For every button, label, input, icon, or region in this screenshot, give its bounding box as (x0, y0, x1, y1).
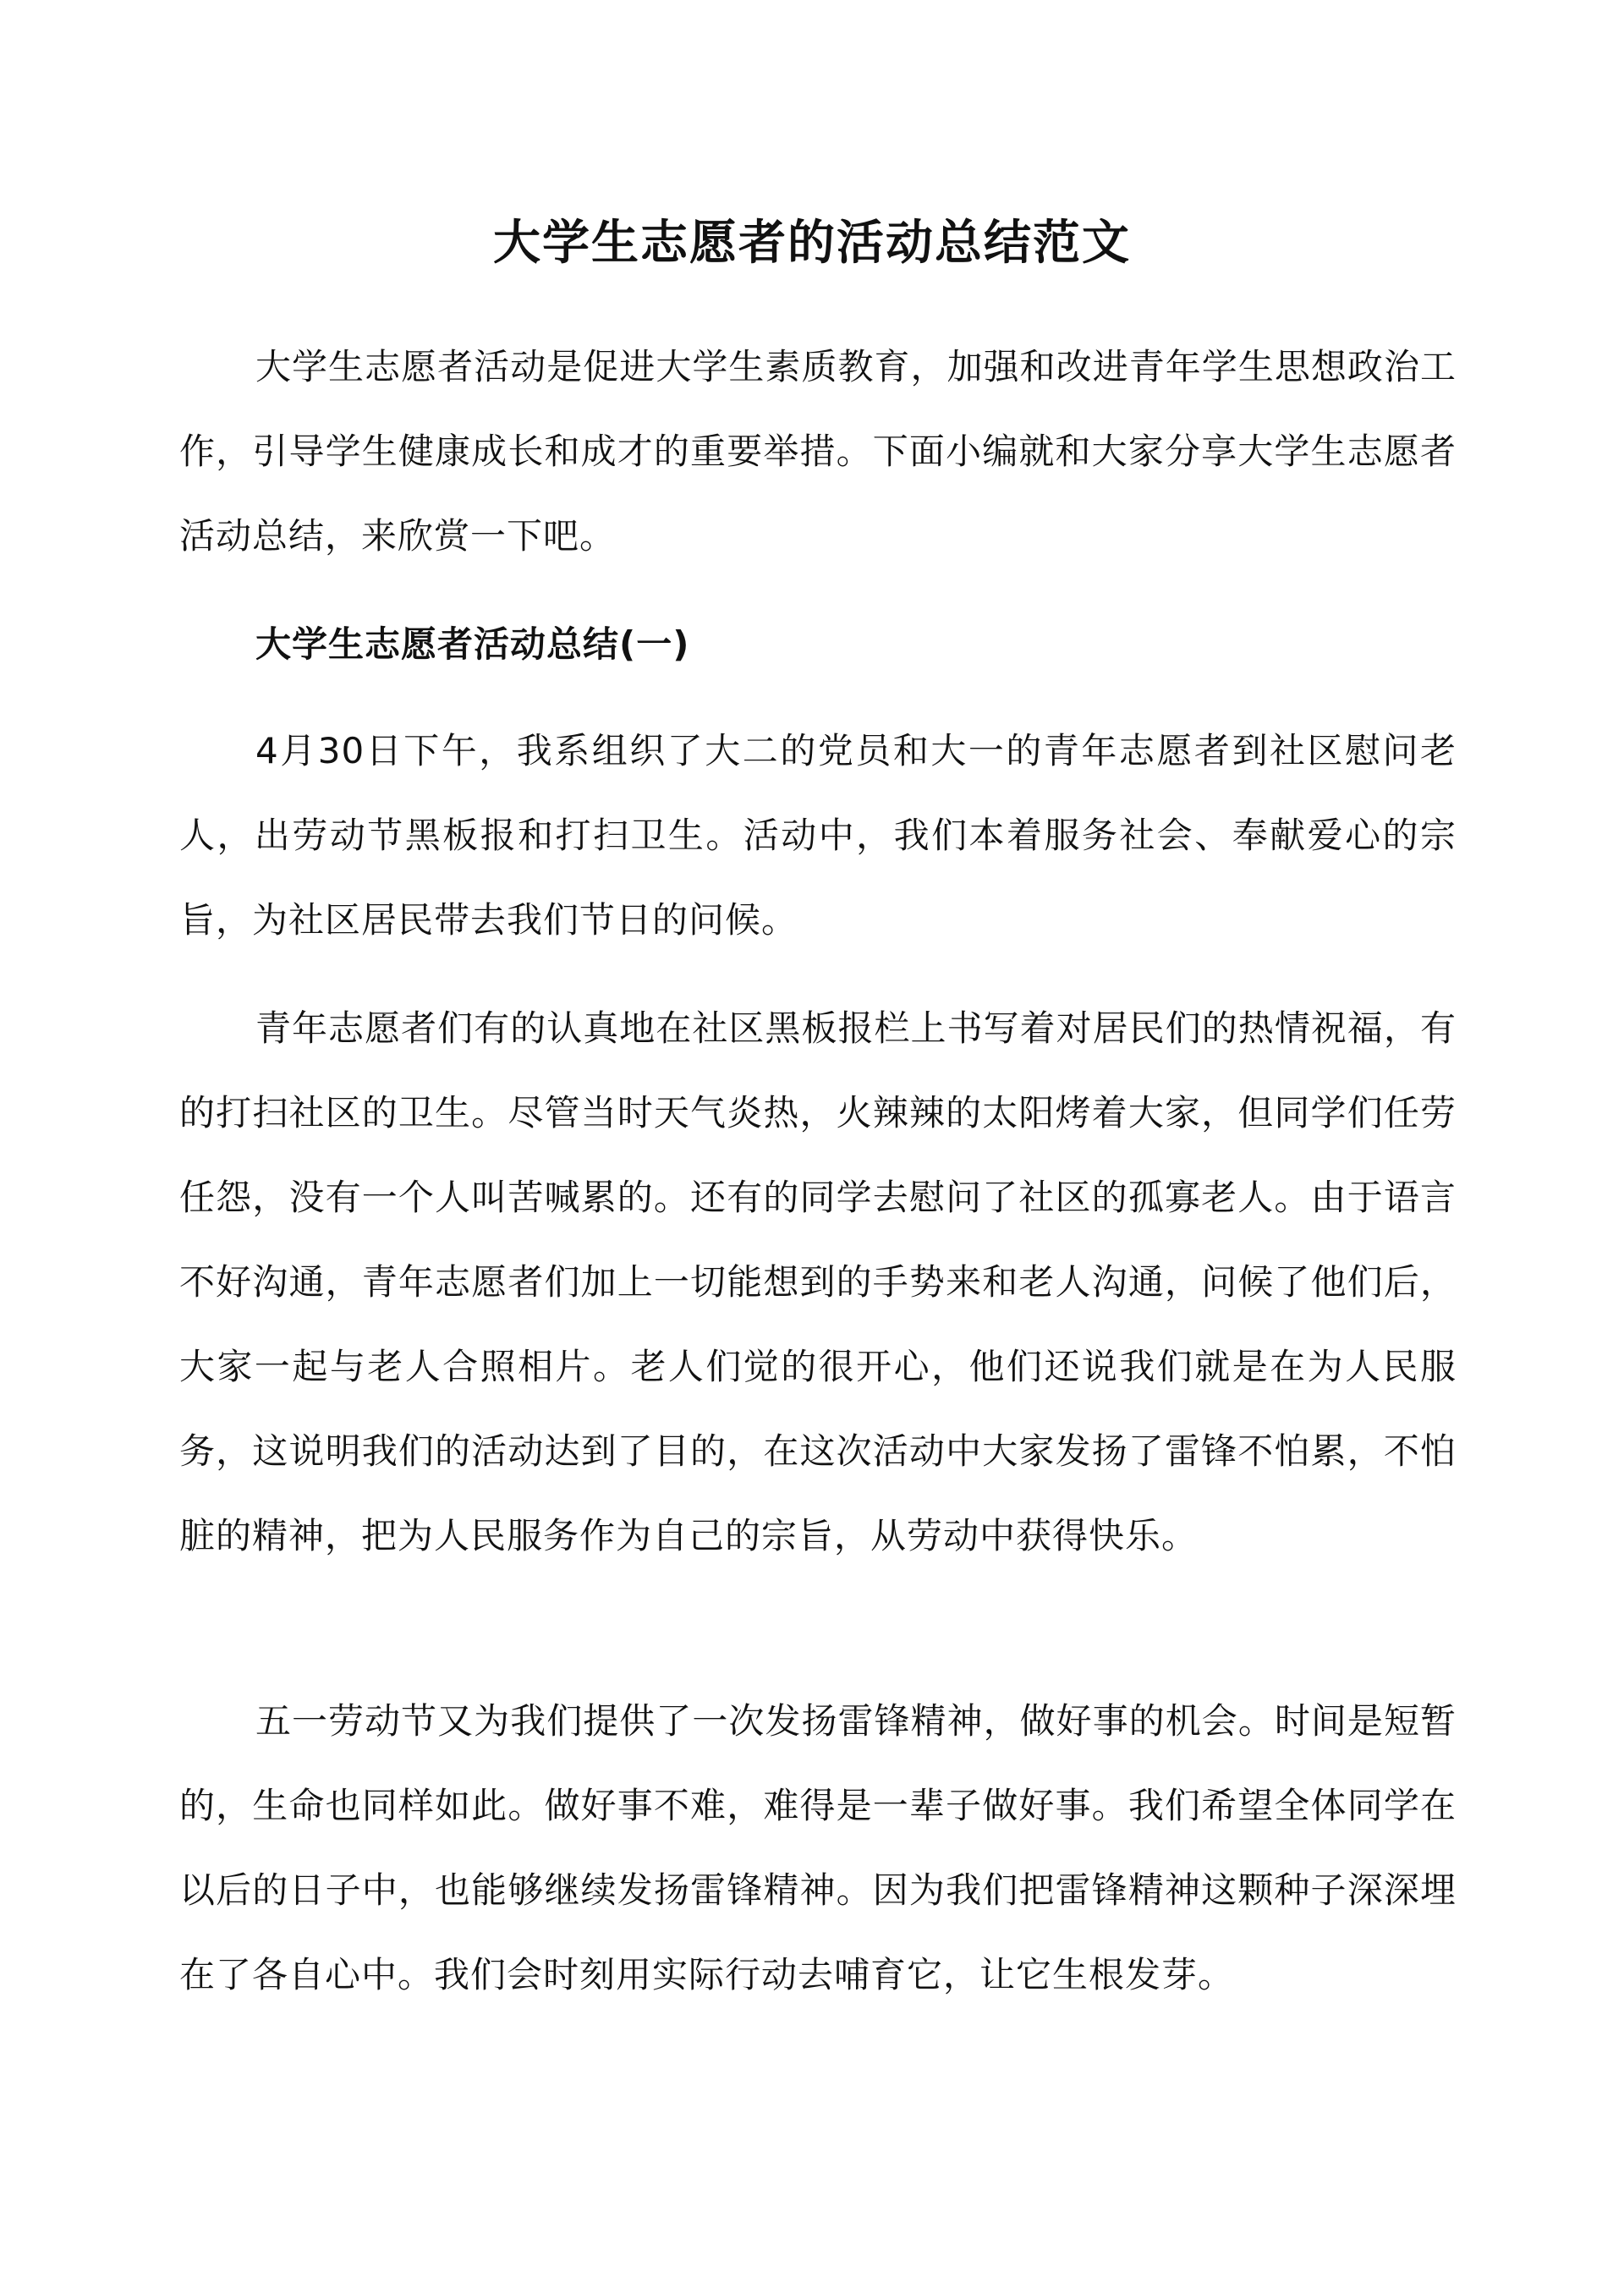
paragraph-2: 青年志愿者们有的认真地在社区黑板报栏上书写着对居民们的热情祝福，有的打扫社区的卫生。尽管当时天气炎热，火辣辣的太阳烤着大家，但同学们任劳任怨，没有一个人叫苦喊累的。还有的同学去慰问了社区的孤寡老人。由于语言不好沟通，青年志愿者们加上一切能想到的手势来和老人沟通，问候了他们后，大家一起与老人合照相片。老人们觉的很开心，他们还说我们就是在为人民服务，这说明我们的活动达到了目的，在这次活动中大家发扬了雷锋不怕累，不怕脏的精神，把为人民服务作为自己的宗旨，从劳动中获得快乐。 (179, 1007, 1457, 1556)
paragraph-1: 4月30日下午，我系组织了大二的党员和大一的青年志愿者到社区慰问老人，出劳动节黑板报和打扫卫生。活动中，我们本着服务社会、奉献爱心的宗旨，为社区居民带去我们节日的问候。 (179, 730, 1457, 941)
intro-paragraph: 大学生志愿者活动是促进大学生素质教育，加强和改进青年学生思想政治工作，引导学生健康成长和成才的重要举措。下面小编就和大家分享大学生志愿者活动总结，来欣赏一下吧。 (179, 346, 1457, 557)
paragraph-3: 五一劳动节又为我们提供了一次发扬雷锋精神，做好事的机会。时间是短暂的，生命也同样如此。做好事不难，难得是一辈子做好事。我们希望全体同学在以后的日子中，也能够继续发扬雷锋精神。因为我们把雷锋精神这颗种子深深埋在了各自心中。我们会时刻用实际行动去哺育它，让它生根发芽。 (179, 1700, 1457, 1995)
page-title: 大学生志愿者的活动总结范文 (493, 216, 1131, 271)
section-heading: 大学生志愿者活动总结(一) (255, 623, 690, 665)
